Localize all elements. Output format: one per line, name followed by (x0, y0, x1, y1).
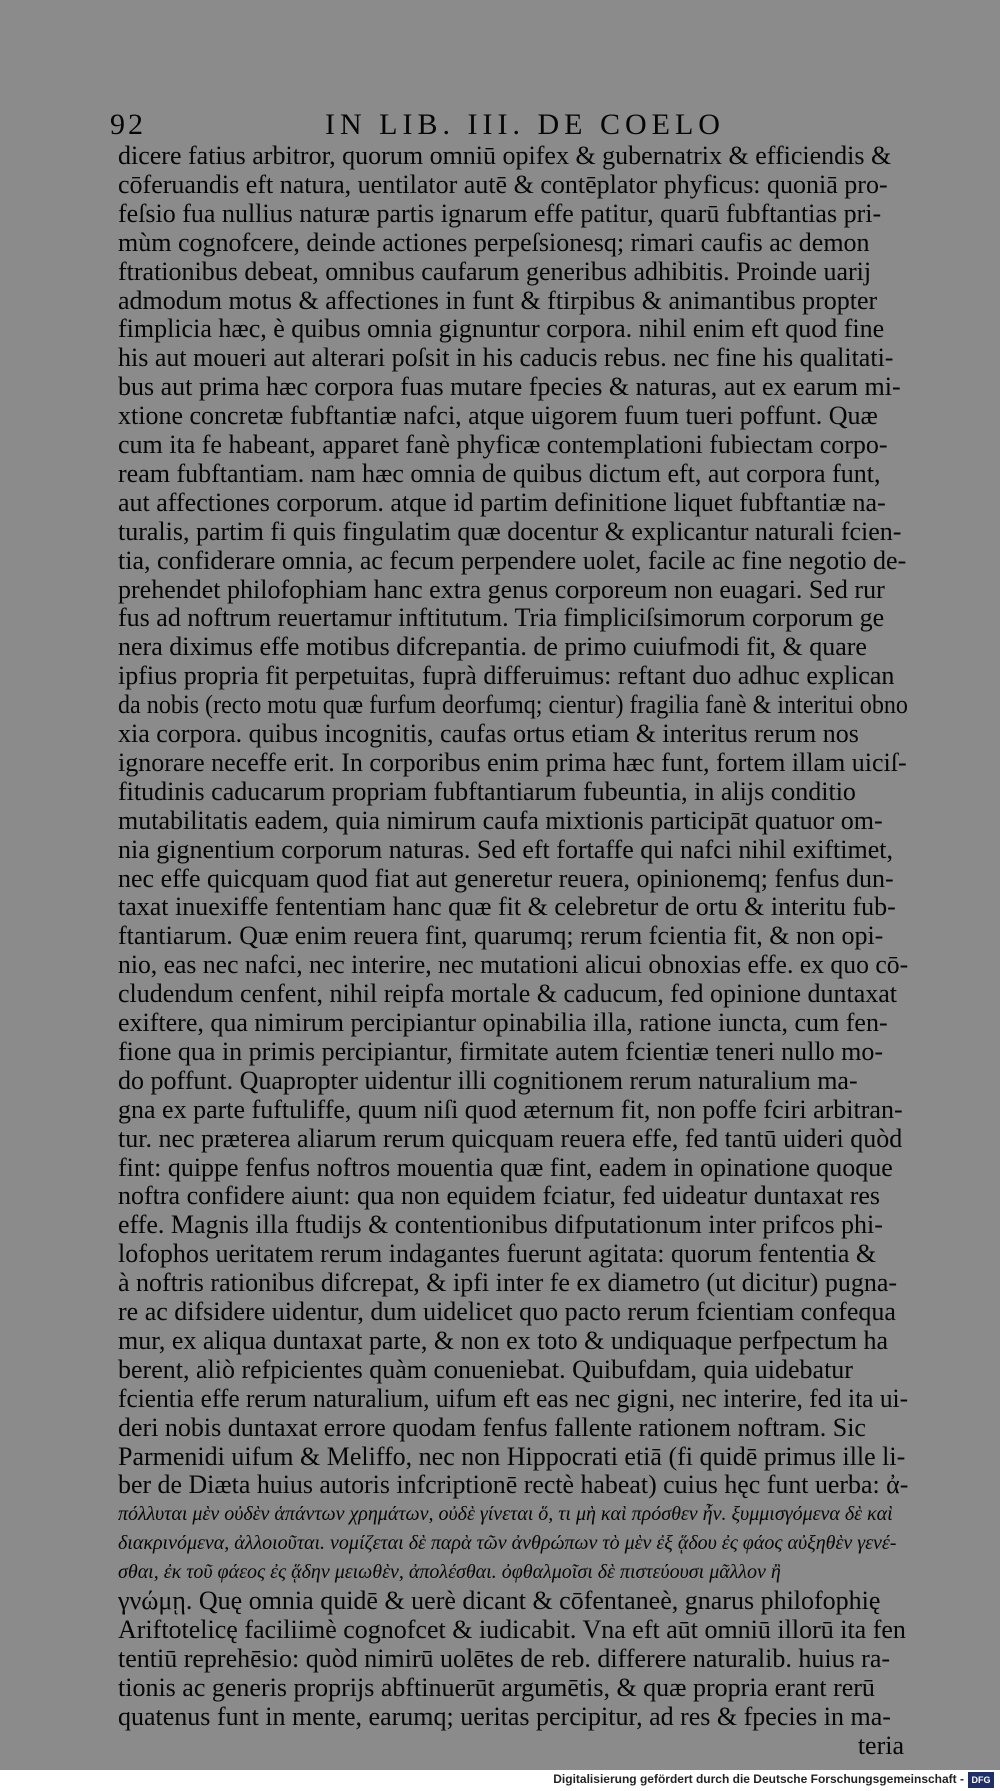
text-line: ream fubftantiam. nam hæc omnia de quibus dictum eft, aut corpora funt, (118, 458, 881, 488)
text-line: cōferuandis eft natura, uentilator autē & contēplator phyficus: quoniā pro- (118, 169, 888, 199)
catchword: teria (857, 1730, 904, 1760)
text-line: nio, eas nec nafci, nec interire, nec mutationi alicui obnoxias effe. ex quo cō- (118, 950, 908, 980)
page-number: 92 (110, 108, 146, 141)
text-line: nec effe quicquam quod fiat aut generetur reuera, opinionemq; fenfus dun- (118, 863, 894, 893)
running-title: IN LIB. III. DE COELO (325, 108, 725, 141)
text-line: mùm cognofcere, deinde actiones perpeſsionesq; rimari caufis ac demon (118, 227, 870, 257)
text-line: his aut moueri aut alterari poſsit in his caducis rebus. nec fine his qualitati- (118, 343, 894, 373)
text-line: γνώμῃ. Quę omnia quidē & uerè dicant & cōfentaneè, gnarus philofophię (118, 1586, 881, 1615)
text-line: mutabilitatis eadem, quia nimirum caufa mixtionis participāt quatuor om- (118, 805, 883, 835)
text-line: cludendum cenfent, nihil reipfa mortale & caducum, fed opinione duntaxat (118, 979, 898, 1009)
text-line: tentiū reprehēsio: quòd nimirū uolētes de reb. differere naturalib. huius ra- (118, 1643, 891, 1673)
text-line: da nobis (recto motu quæ furfum deorfumq; cientur) fragilia fanè & interitui obno (118, 690, 908, 720)
funding-credit: Digitalisierung gefördert durch die Deutsche Forschungsgemeinschaft - (553, 1772, 964, 1786)
text-line: fint: quippe fenfus noftros mouentia quæ fint, eadem in opinatione quoque (118, 1152, 893, 1182)
text-line: taxat inuexiffe fententiam hanc quæ fit & celebretur de ortu & interitu fub- (118, 892, 896, 922)
text-line: prehendet philofophiam hanc extra genus corporeum non euagari. Sed rur (118, 574, 885, 604)
text-line: fione qua in primis percipiantur, firmitate autem fcientiæ teneri nullo mo- (118, 1036, 884, 1066)
text-line: nia gignentium corporum naturas. Sed eft fortaffe qui nafci nihil exiftimet, (118, 834, 893, 864)
text-line: fitudinis caducarum propriam fubftantiarum fubeuntia, in alijs conditio (118, 776, 856, 806)
text-line: re ac difsidere uidentur, dum uidelicet quo pacto rerum fcientiam confequa (118, 1297, 896, 1326)
text-line: Parmenidi uifum & Meliffo, nec non Hippocrati etiā (fi quidē primus ille li- (118, 1441, 906, 1471)
text-line: Ariftotelicę faciliimè cognofcet & iudicabit. Vna eft aūt omniū illorū ita fen (118, 1614, 906, 1644)
text-line: noftra confidere aiunt: qua non equidem fciatur, fed uideatur duntaxat res (118, 1181, 881, 1211)
text-line: ftrationibus debeat, omnibus caufarum generibus adhibitis. Proinde uarij (118, 256, 872, 286)
text-line: διακρινόμενα, ἀλλοιοῦται. νομίζεται δὲ παρὰ τῶν ἀνθρώπων τὸ μὲν ἐξ ᾅδου ἐς φάος αὐξηθὲν γενέ- (118, 1532, 897, 1555)
text-line: ipfius propria fit perpetuitas, fuprà differuimus: reftant duo adhuc explican (118, 661, 895, 691)
text-line: ber de Diæta huius autoris infcriptionē rectè habeat) cuius hęc funt uerba: ἀ- (118, 1470, 908, 1500)
text-line: exiftere, qua nimirum percipiantur opinabilia illa, ratione iuncta, cum fen- (118, 1008, 888, 1037)
text-line: fus ad noftrum reuertamur inftitutum. Tria fimpliciſsimorum corporum ge (118, 603, 885, 633)
text-line: tionis ac generis proprijs abftinuerūt argumētis, & quæ propria erant rerū (118, 1672, 875, 1702)
text-line: aut affectiones corporum. atque id partim definitione liquet fubftantiæ na- (118, 487, 886, 517)
text-line: fimplicia hæc, è quibus omnia gignuntur corpora. nihil enim eft quod fine (118, 314, 885, 344)
text-line: ftantiarum. Quæ enim reuera fint, quarumq; rerum fcientia fit, & non opi- (118, 921, 884, 951)
text-line: feſsio fua nullius naturæ partis ignarum effe patitur, quarū fubftantias pri- (118, 198, 882, 228)
text-line: tur. nec præterea aliarum rerum quicquam reuera effe, fed tantū uideri quòd (118, 1123, 903, 1153)
text-line: πόλλυται μὲν οὐδὲν ἁπάντων χρημάτων, οὐδὲ γίνεται ὅ, τι μὴ καὶ πρόσθεν ἦν. ξυμμισγόμενα δὲ καὶ (118, 1503, 893, 1526)
text-line: mur, ex aliqua duntaxat parte, & non ex toto & undiquaque perfpectum ha (118, 1325, 889, 1355)
text-line: cum ita fe habeant, apparet fanè phyficæ contemplationi fubiectam corpo- (118, 430, 888, 459)
text-line: tia, confiderare omnia, ac fecum perpendere uolet, facile ac fine negotio de- (118, 545, 907, 575)
text-line: bus aut prima hæc corpora fuas mutare fpecies & naturas, aut ex earum mi- (118, 372, 901, 402)
dfg-logo: DFG (968, 1772, 994, 1788)
text-line: xtione concretæ fubftantiæ nafci, atque uigorem fuum tueri poffunt. Quæ (118, 401, 878, 431)
text-line: σθαι, ἐκ τοῦ φάεος ἐς ᾅδην μειωθὲν, ἀπολέσθαι. ὀφθαλμοῖσι δὲ πιστεύουσι μᾶλλον ἢ (118, 1561, 781, 1584)
text-line: quatenus funt in mente, earumq; ueritas percipitur, ad res & fpecies in ma- (118, 1701, 891, 1731)
text-line: nera diximus effe motibus difcrepantia. de primo cuiufmodi fit, & quare (118, 632, 867, 662)
text-line: admodum motus & affectiones in funt & ftirpibus & animantibus propter (118, 285, 878, 315)
text-line: turalis, partim fi quis fingulatim quæ docentur & explicantur naturali fcien- (118, 516, 902, 546)
text-line: ignorare neceffe erit. In corporibus enim prima hæc funt, fortem illam uiciſ- (118, 747, 907, 777)
text-line: deri nobis duntaxat errore quodam fenfus fallente rationem noftram. Sic (118, 1412, 866, 1442)
text-line: berent, aliò refpicientes quàm conueniebat. Quibufdam, quia uidebatur (118, 1354, 853, 1384)
text-line: fcientia effe rerum naturalium, uifum eft eas nec gigni, nec interire, fed ita ui- (118, 1383, 908, 1413)
footer-bar (0, 1770, 1000, 1791)
text-line: dicere fatius arbitror, quorum omniū opifex & gubernatrix & efficiendis & (118, 141, 892, 170)
text-line: lofophos ueritatem rerum indagantes fuerunt agitata: quorum fententia & (118, 1239, 877, 1269)
text-line: effe. Magnis illa ftudijs & contentionibus difputationum inter prifcos phi- (118, 1210, 883, 1240)
text-line: xia corpora. quibus incognitis, caufas ortus etiam & interitus rerum nos (118, 719, 859, 748)
text-line: à noftris rationibus difcrepat, & ipfi inter fe ex diametro (ut dicitur) pugna- (118, 1268, 898, 1298)
text-line: do poffunt. Quapropter uidentur illi cognitionem rerum naturalium ma- (118, 1065, 858, 1095)
text-line: gna ex parte fuftuliffe, quum niſi quod æternum fit, non poffe fciri arbitran- (118, 1094, 903, 1124)
